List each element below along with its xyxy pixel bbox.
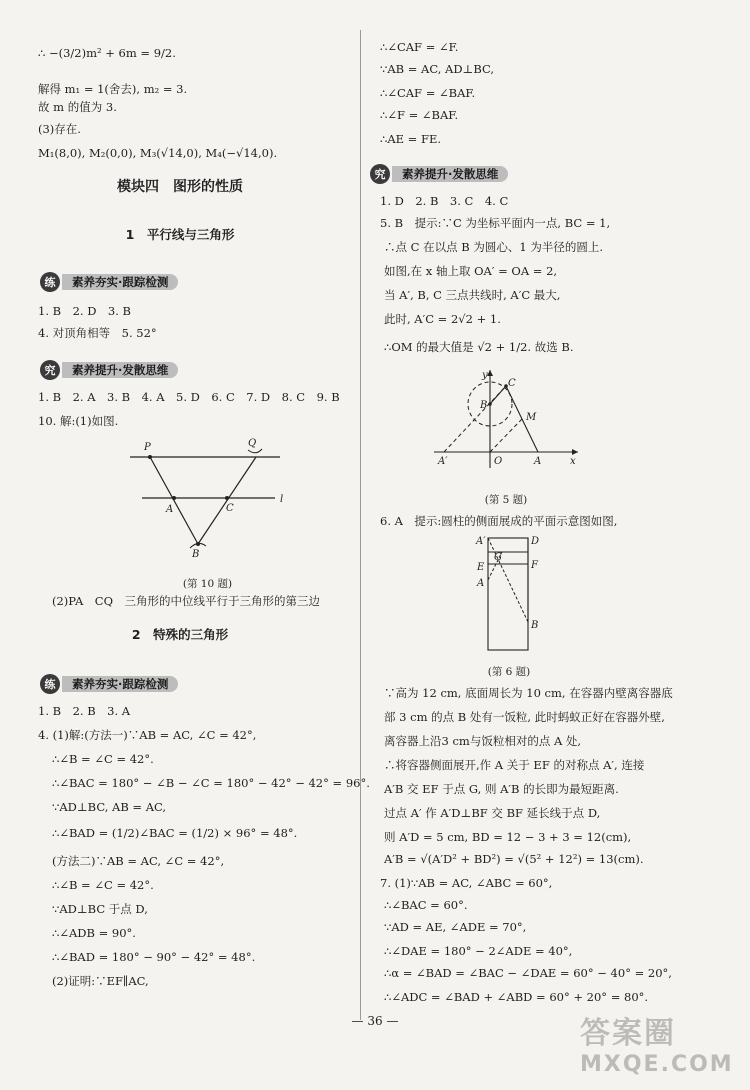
- answer-line: (方法二)∵AB = AC, ∠C = 42°,: [52, 854, 225, 868]
- label-y: y: [482, 370, 488, 381]
- answer-line: ∵AD = AE, ∠ADE = 70°,: [384, 920, 527, 934]
- label-p: P: [144, 442, 151, 453]
- answer-line: ∴∠B = ∠C = 42°.: [52, 752, 154, 766]
- answer-line: ∵AD⊥BC, AB = AC,: [52, 800, 167, 814]
- watermark-bottom-text: MXQE.COM: [580, 1052, 734, 1077]
- answer-line: ∴OM 的最大值是 √2 + 1/2. 故选 B.: [384, 340, 574, 354]
- answer-line: 1. B 2. A 3. B 4. A 5. D 6. C 7. D 8. C 9. B: [38, 390, 340, 404]
- column-divider: [360, 30, 361, 1020]
- answer-line: 1. B 2. B 3. A: [38, 704, 131, 718]
- label-ap: A′: [476, 536, 486, 547]
- section-banner: [40, 360, 178, 380]
- answer-line: 4. 对顶角相等 5. 52°: [38, 326, 157, 340]
- answer-line: 如图,在 x 轴上取 OA′ = OA = 2,: [384, 264, 558, 278]
- module-title: 模块四 图形的性质: [117, 179, 243, 195]
- label-a: A: [534, 456, 542, 467]
- line-bq: [198, 457, 256, 544]
- answer-line: 部 3 cm 的点 B 处有一饭粒, 此时蚂蚁正好在容器外壁,: [384, 710, 665, 724]
- watermark-logo: [580, 1008, 740, 1084]
- answer-line: ∴∠DAE = 180° − 2∠ADE = 40°,: [384, 944, 573, 958]
- line-o-m: [490, 419, 522, 452]
- label-f: F: [531, 560, 538, 571]
- answer-line: 4. (1)解:(方法一)∵AB = AC, ∠C = 42°,: [38, 728, 257, 742]
- label-c: C: [508, 378, 516, 389]
- text-line: 解得 m₁ = 1(舍去), m₂ = 3.: [38, 82, 188, 96]
- answer-line: ∴∠BAD = 180° − 90° − 42° = 48°.: [52, 950, 256, 964]
- answer-line: ∴∠BAC = 60°.: [384, 898, 468, 912]
- label-x: x: [570, 456, 576, 467]
- line-ap-b: [488, 538, 528, 622]
- text-line: ∴∠CAF = ∠BAF.: [380, 86, 476, 100]
- text-line: ∴ −(3/2)m² + 6m = 9/2.: [38, 46, 176, 60]
- answer-line: (2)PA CQ 三角形的中位线平行于三角形的第三边: [52, 594, 321, 608]
- text-line: ∵AB = AC, AD⊥BC,: [380, 62, 495, 76]
- answer-line: ∴∠B = ∠C = 42°.: [52, 878, 154, 892]
- point-c: [225, 496, 229, 500]
- answer-line: ∴点 C 在以点 B 为圆心、1 为半径的圆上.: [384, 240, 603, 254]
- banner-badge: 究: [40, 360, 60, 380]
- banner-text: 素养夯实·跟踪检测: [62, 676, 178, 692]
- section-title: 1 平行线与三角形: [125, 227, 235, 242]
- point-a: [172, 496, 176, 500]
- text-line: (3)存在.: [38, 122, 81, 136]
- line-pb: [150, 457, 198, 544]
- label-b: B: [480, 400, 488, 411]
- point-p: [148, 455, 152, 459]
- label-e: E: [477, 562, 485, 573]
- banner-badge: 练: [40, 674, 60, 694]
- label-g: G: [494, 552, 502, 563]
- label-b: B: [531, 620, 539, 631]
- answer-line: ∴∠ADB = 90°.: [52, 926, 136, 940]
- answer-line: ∴将容器侧面展开,作 A 关于 EF 的对称点 A′, 连接: [384, 758, 645, 772]
- section-banner: [370, 164, 508, 184]
- answer-line: ∴∠ADC = ∠BAD + ∠ABD = 60° + 20° = 80°.: [384, 990, 649, 1004]
- label-a: A: [477, 578, 485, 589]
- label-m: M: [526, 412, 537, 423]
- answer-line: ∴α = ∠BAD = ∠BAC − ∠DAE = 60° − 40° = 20°,: [384, 966, 672, 980]
- label-o: O: [494, 456, 503, 467]
- answer-line: 离容器上沿3 cm与饭粒相对的点 A 处,: [384, 734, 582, 748]
- x-axis-arrow: [572, 449, 578, 455]
- answer-line: ∴∠BAC = 180° − ∠B − ∠C = 180° − 42° − 42° = 96°.: [52, 776, 370, 790]
- arc-mark-q: [248, 449, 262, 453]
- answer-line: 7. (1)∵AB = AC, ∠ABC = 60°,: [380, 876, 553, 890]
- section-banner: [40, 272, 178, 292]
- banner-text: 素养夯实·跟踪检测: [62, 274, 178, 290]
- figure-5: [426, 364, 586, 472]
- y-axis-arrow: [487, 370, 493, 376]
- page-number: — 36 —: [351, 1014, 399, 1028]
- figure-caption: (第 5 题): [484, 494, 528, 506]
- text-line: M₁(8,0), M₂(0,0), M₃(√14,0), M₄(−√14,0).: [38, 146, 278, 160]
- answer-line: A′B = √(A′D² + BD²) = √(5² + 12²) = 13(cm).: [384, 852, 644, 866]
- text-line: ∴AE = FE.: [380, 132, 441, 146]
- answer-line: ∵高为 12 cm, 底面周长为 10 cm, 在容器内壁离容器底: [384, 686, 673, 700]
- section-banner: [40, 674, 178, 694]
- text-line: ∴∠CAF = ∠F.: [380, 40, 459, 54]
- answer-line: 5. B 提示:∵C 为坐标平面内一点, BC = 1,: [380, 216, 611, 230]
- label-l: l: [280, 494, 284, 505]
- answer-line: 则 A′D = 5 cm, BD = 12 − 3 + 3 = 12(cm),: [384, 830, 632, 844]
- figure-caption: (第 10 题): [182, 578, 233, 590]
- answer-line: (2)证明:∵EF∥AC,: [52, 974, 149, 988]
- label-a: A: [166, 504, 174, 515]
- line-b-c: [490, 386, 506, 404]
- watermark-top-text: 答案圈: [580, 1016, 676, 1051]
- figure-caption: (第 6 题): [487, 666, 531, 678]
- label-ap: A′: [438, 456, 448, 467]
- label-d: D: [531, 536, 540, 547]
- answer-line: ∴∠BAD = (1/2)∠BAC = (1/2) × 96° = 48°.: [52, 826, 298, 840]
- answer-line: 1. D 2. B 3. C 4. C: [380, 194, 509, 208]
- answer-line: 此时, A′C = 2√2 + 1.: [384, 312, 501, 326]
- figure-6: [474, 532, 544, 656]
- answer-line: 6. A 提示:圆柱的侧面展成的平面示意图如图,: [380, 514, 618, 528]
- point-b: [488, 402, 492, 406]
- answer-line: 1. B 2. D 3. B: [38, 304, 132, 318]
- text-line: 故 m 的值为 3.: [38, 100, 117, 114]
- section-title: 2 特殊的三角形: [131, 627, 229, 642]
- label-q: Q: [248, 438, 257, 449]
- answer-line: ∵AD⊥BC 于点 D,: [52, 902, 148, 916]
- answer-line: 过点 A′ 作 A′D⊥BF 交 BF 延长线于点 D,: [384, 806, 601, 820]
- text-line: ∴∠F = ∠BAF.: [380, 108, 459, 122]
- answer-line: 当 A′, B, C 三点共线时, A′C 最大,: [384, 288, 561, 302]
- banner-badge: 练: [40, 272, 60, 292]
- answer-line: A′B 交 EF 于点 G, 则 A′B 的长即为最短距离.: [384, 782, 619, 796]
- banner-badge: 究: [370, 164, 390, 184]
- banner-text: 素养提升·发散思维: [62, 362, 178, 378]
- label-c: C: [226, 503, 234, 514]
- banner-text: 素养提升·发散思维: [392, 166, 508, 182]
- label-b: B: [192, 549, 200, 560]
- figure-10: [120, 436, 295, 560]
- answer-line: 10. 解:(1)如图.: [38, 414, 119, 428]
